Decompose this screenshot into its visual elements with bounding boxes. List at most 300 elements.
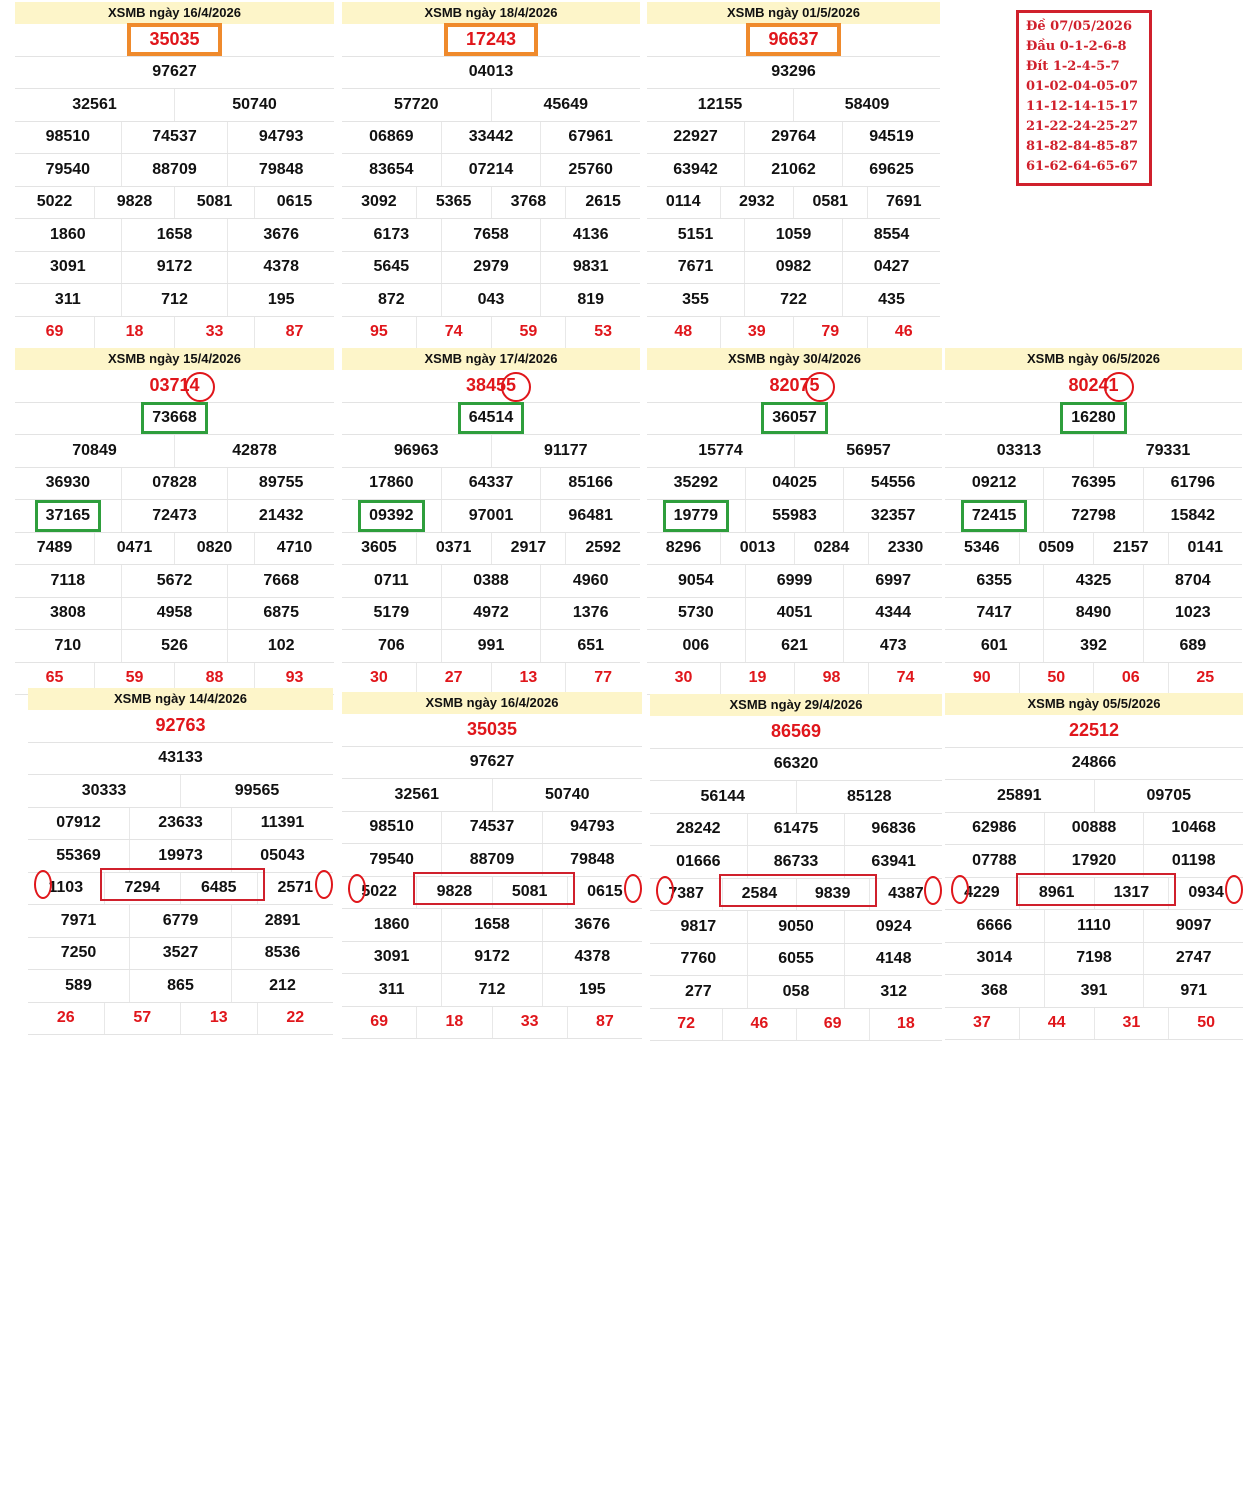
prize-number: 79540 bbox=[369, 850, 414, 868]
prize-number: 1860 bbox=[50, 225, 86, 243]
prize-number: 64337 bbox=[468, 474, 514, 492]
prize-row-g1 bbox=[342, 747, 642, 780]
prize-number: 69 bbox=[45, 323, 64, 341]
prize-g3a-2 bbox=[543, 812, 642, 844]
prize-number: 8490 bbox=[1075, 604, 1112, 622]
prize-number: 69625 bbox=[869, 160, 914, 178]
prize-g5a-0 bbox=[28, 905, 130, 937]
highlight-circle bbox=[624, 874, 642, 904]
prize-number: 3676 bbox=[574, 915, 611, 933]
prize-number: 93 bbox=[285, 669, 304, 687]
prize-number: 6875 bbox=[263, 604, 299, 622]
prize-number: 9050 bbox=[778, 917, 814, 935]
prize-number: 006 bbox=[682, 636, 710, 654]
prize-number: 3527 bbox=[162, 944, 199, 962]
prize-g6-2 bbox=[541, 630, 640, 662]
prize-number: 53 bbox=[594, 323, 613, 341]
prize-number: 0427 bbox=[873, 258, 910, 276]
highlight-box bbox=[719, 874, 876, 908]
prize-row-g6 bbox=[342, 974, 642, 1007]
prize-number: 26 bbox=[56, 1009, 75, 1027]
prize-g5a-1 bbox=[745, 219, 843, 251]
prize-g7-1 bbox=[1020, 663, 1095, 695]
prize-g7-0 bbox=[15, 317, 95, 349]
prize-row-g2 bbox=[342, 435, 640, 468]
prize-g7-0 bbox=[647, 663, 721, 695]
prize-g2-0 bbox=[342, 435, 492, 467]
prize-g5b-1 bbox=[1045, 943, 1145, 975]
prize-g5b-0 bbox=[647, 252, 745, 284]
highlight-circle bbox=[315, 870, 333, 900]
prize-g6-1 bbox=[746, 630, 845, 662]
prize-number: 79848 bbox=[570, 850, 615, 868]
prize-g5b-0 bbox=[15, 598, 122, 630]
prize-number: 82075 bbox=[769, 375, 820, 396]
prize-g3b-2 bbox=[541, 154, 640, 186]
note-line: Đề 07/05/2026 bbox=[1026, 19, 1133, 34]
prize-number: 74 bbox=[444, 323, 463, 341]
prize-g1 bbox=[342, 403, 640, 435]
prize-g6-2 bbox=[1144, 630, 1242, 662]
table-title: XSMB ngày 18/4/2026 bbox=[342, 2, 640, 24]
prize-number: 16280 bbox=[1060, 402, 1127, 434]
prize-number: 88709 bbox=[152, 160, 197, 178]
prize-g6-1 bbox=[442, 974, 542, 1006]
prize-number: 19779 bbox=[663, 500, 730, 532]
result-table bbox=[15, 2, 334, 349]
prize-g4-2 bbox=[492, 533, 567, 565]
prize-number: 5730 bbox=[678, 604, 714, 622]
prize-number: 6779 bbox=[162, 911, 199, 929]
prize-g4-3 bbox=[869, 533, 942, 565]
prize-number: 0934 bbox=[1188, 884, 1224, 902]
table-title: XSMB ngày 14/4/2026 bbox=[28, 688, 333, 710]
prize-g5b-1 bbox=[746, 598, 845, 630]
prize-number: 56144 bbox=[700, 787, 745, 805]
prize-number: 97627 bbox=[469, 753, 515, 771]
prize-number: 98510 bbox=[45, 128, 91, 146]
prize-g3a-1 bbox=[122, 122, 229, 154]
highlight-circle bbox=[34, 870, 52, 900]
prize-number: 19973 bbox=[158, 846, 203, 864]
prize-number: 09392 bbox=[358, 500, 425, 532]
prize-number: 23633 bbox=[158, 814, 203, 832]
prize-row-g2 bbox=[342, 89, 640, 122]
prize-g6-2 bbox=[845, 976, 942, 1008]
prize-special bbox=[647, 370, 942, 402]
prize-number: 277 bbox=[684, 982, 712, 1000]
prize-number: 312 bbox=[880, 982, 908, 1000]
prize-g3a-2 bbox=[232, 808, 333, 840]
prize-number: 00888 bbox=[1071, 819, 1117, 837]
prize-number: 13 bbox=[519, 669, 538, 687]
prize-number: 0711 bbox=[373, 571, 409, 589]
prize-g2-0 bbox=[15, 435, 175, 467]
prize-number: 58409 bbox=[844, 95, 890, 113]
prize-row-g2 bbox=[945, 780, 1243, 813]
prize-number: 88709 bbox=[469, 850, 515, 868]
prize-number: 43133 bbox=[158, 749, 203, 767]
prize-g1 bbox=[650, 749, 942, 781]
prize-number: 7671 bbox=[677, 258, 714, 276]
prize-number: 17243 bbox=[444, 23, 538, 56]
prize-number: 195 bbox=[578, 980, 606, 998]
prize-g4-0 bbox=[342, 187, 417, 219]
prize-row-special bbox=[650, 716, 942, 749]
prize-g7-1 bbox=[723, 1009, 796, 1041]
prize-row-g3b bbox=[342, 500, 640, 533]
prize-number: 4960 bbox=[572, 571, 609, 589]
prize-row-g5b bbox=[342, 598, 640, 631]
prize-g5b-0 bbox=[647, 598, 746, 630]
prize-g5a-2 bbox=[1144, 565, 1242, 597]
prize-g6-1 bbox=[442, 630, 542, 662]
prize-number: 36057 bbox=[761, 402, 828, 434]
prize-number: 5346 bbox=[963, 539, 1000, 557]
prize-g5a-2 bbox=[232, 905, 333, 937]
prize-g7-2 bbox=[492, 317, 567, 349]
prize-g3a-1 bbox=[130, 808, 232, 840]
prize-number: 1023 bbox=[1175, 604, 1211, 622]
prize-row-g5b bbox=[647, 252, 940, 285]
highlight-circle bbox=[924, 876, 942, 906]
prize-number: 9831 bbox=[572, 258, 609, 276]
prize-number: 3091 bbox=[373, 948, 410, 966]
prize-g3a-1 bbox=[1044, 468, 1143, 500]
table-title: XSMB ngày 16/4/2026 bbox=[342, 692, 642, 714]
prize-g3b-1 bbox=[122, 500, 229, 532]
prize-number: 50740 bbox=[545, 785, 590, 803]
prize-number: 25760 bbox=[568, 160, 613, 178]
prize-number: 706 bbox=[377, 636, 405, 654]
prize-number: 72 bbox=[677, 1015, 696, 1033]
prize-row-g7 bbox=[342, 1007, 642, 1040]
prize-number: 95 bbox=[369, 323, 388, 341]
prize-number: 98 bbox=[822, 669, 841, 687]
prize-number: 94793 bbox=[570, 818, 615, 836]
prize-g5a-2 bbox=[843, 219, 940, 251]
prize-number: 07912 bbox=[56, 814, 101, 832]
prize-g1 bbox=[15, 403, 334, 435]
prize-number: 4229 bbox=[964, 884, 1000, 902]
prize-number: 9817 bbox=[680, 917, 717, 935]
prize-row-special bbox=[945, 715, 1243, 748]
prize-number: 94519 bbox=[869, 128, 914, 146]
prize-number: 368 bbox=[980, 981, 1008, 999]
prize-number: 473 bbox=[879, 636, 907, 654]
prize-g5b-1 bbox=[745, 252, 843, 284]
prize-number: 5081 bbox=[511, 883, 548, 901]
prize-g4-3 bbox=[566, 187, 640, 219]
prize-number: 72798 bbox=[1071, 506, 1116, 524]
prize-row-g5b bbox=[945, 943, 1243, 976]
prize-number: 5081 bbox=[196, 193, 233, 211]
prize-number: 30 bbox=[369, 669, 388, 687]
prize-number: 7691 bbox=[885, 193, 922, 211]
prize-number: 4378 bbox=[263, 258, 299, 276]
prize-special bbox=[650, 716, 942, 748]
prize-g5a-1 bbox=[122, 565, 229, 597]
prize-row-g1 bbox=[15, 57, 334, 90]
prize-row-special bbox=[342, 714, 642, 747]
prize-row-g3b bbox=[647, 154, 940, 187]
prize-number: 8296 bbox=[665, 539, 702, 557]
prize-g7-3 bbox=[568, 1007, 642, 1039]
prize-row-g6 bbox=[647, 630, 942, 663]
prize-number: 01198 bbox=[1171, 851, 1216, 869]
prize-row-special bbox=[342, 370, 640, 403]
prize-g6-2 bbox=[228, 284, 334, 316]
prize-special bbox=[342, 714, 642, 746]
prize-number: 96481 bbox=[568, 506, 613, 524]
prize-number: 90 bbox=[972, 669, 991, 687]
prize-number: 35035 bbox=[127, 23, 221, 56]
prize-number: 2979 bbox=[473, 258, 509, 276]
prize-number: 30333 bbox=[81, 781, 127, 799]
prize-number: 98510 bbox=[369, 818, 414, 836]
prize-number: 1860 bbox=[373, 915, 410, 933]
prize-number: 9097 bbox=[1175, 916, 1212, 934]
prize-g4-0 bbox=[945, 533, 1020, 565]
prize-g7-2 bbox=[795, 663, 869, 695]
prize-g3b-1 bbox=[442, 154, 542, 186]
prize-g3b-2 bbox=[541, 500, 640, 532]
prize-g5b-1 bbox=[748, 944, 846, 976]
prize-special bbox=[342, 24, 640, 56]
prize-number: 33 bbox=[520, 1013, 539, 1031]
prize-row-g3a bbox=[342, 812, 642, 845]
prize-number: 74537 bbox=[469, 818, 515, 836]
prize-number: 0820 bbox=[196, 539, 233, 557]
prize-number: 0141 bbox=[1187, 539, 1224, 557]
prize-special bbox=[15, 370, 334, 402]
prize-number: 44 bbox=[1047, 1014, 1066, 1032]
prize-row-g6 bbox=[945, 630, 1242, 663]
prize-number: 4378 bbox=[574, 948, 611, 966]
prize-number: 31 bbox=[1122, 1014, 1141, 1032]
prize-number: 09705 bbox=[1146, 786, 1191, 804]
prize-g5b-1 bbox=[442, 942, 542, 974]
prize-number: 872 bbox=[377, 290, 405, 308]
prize-row-g1 bbox=[945, 748, 1243, 781]
prize-number: 04013 bbox=[468, 63, 514, 81]
table-title: XSMB ngày 01/5/2026 bbox=[647, 2, 940, 24]
prize-number: 4710 bbox=[276, 539, 313, 557]
prize-g1 bbox=[945, 403, 1242, 435]
prize-g5b-2 bbox=[1144, 598, 1242, 630]
prize-number: 80241 bbox=[1068, 375, 1119, 396]
prize-g5a-0 bbox=[647, 565, 746, 597]
prize-g5b-0 bbox=[650, 944, 748, 976]
prize-number: 74537 bbox=[152, 128, 197, 146]
prize-number: 5645 bbox=[373, 258, 410, 276]
prize-number: 07828 bbox=[152, 474, 197, 492]
prize-number: 9172 bbox=[474, 948, 510, 966]
note-line: Đít 1-2-4-5-7 bbox=[1026, 59, 1120, 74]
prize-g5a-2 bbox=[228, 565, 334, 597]
prize-g2-0 bbox=[28, 775, 181, 807]
result-table bbox=[342, 2, 640, 349]
prize-number: 42878 bbox=[232, 441, 277, 459]
prize-row-special bbox=[15, 24, 334, 57]
prize-special bbox=[342, 370, 640, 402]
prize-g5a-0 bbox=[342, 909, 442, 941]
highlight-circle bbox=[805, 372, 835, 402]
prize-row-g4 bbox=[342, 533, 640, 566]
prize-g4-3 bbox=[255, 533, 334, 565]
prize-g2-0 bbox=[15, 89, 175, 121]
prize-number: 0581 bbox=[812, 193, 849, 211]
prize-number: 526 bbox=[161, 636, 188, 654]
prize-g6-2 bbox=[543, 974, 642, 1006]
prize-number: 7118 bbox=[50, 571, 86, 589]
prize-row-g3a bbox=[650, 814, 942, 847]
prize-number: 5365 bbox=[435, 193, 472, 211]
prize-g4-0 bbox=[647, 533, 721, 565]
prize-g3b-0 bbox=[945, 500, 1044, 532]
prize-number: 0388 bbox=[473, 571, 509, 589]
prize-number: 45649 bbox=[543, 95, 588, 113]
highlight-circle bbox=[1225, 875, 1243, 905]
prize-g3a-0 bbox=[945, 813, 1045, 845]
prize-number: 15774 bbox=[698, 441, 743, 459]
prize-g3a-1 bbox=[746, 468, 845, 500]
prize-row-g5a bbox=[647, 565, 942, 598]
prize-g7-1 bbox=[1020, 1008, 1095, 1040]
prize-g4-3 bbox=[1169, 533, 1243, 565]
prize-number: 83654 bbox=[369, 160, 414, 178]
prize-number: 621 bbox=[781, 636, 808, 654]
prize-number: 54556 bbox=[870, 474, 916, 492]
prize-g1 bbox=[342, 57, 640, 89]
prize-number: 11391 bbox=[260, 814, 305, 832]
prize-number: 59 bbox=[519, 323, 538, 341]
prize-number: 7294 bbox=[124, 879, 161, 897]
prize-g7-2 bbox=[1094, 663, 1169, 695]
prize-g5b-0 bbox=[945, 598, 1044, 630]
prize-number: 03313 bbox=[996, 441, 1042, 459]
note-line: 81-82-84-85-87 bbox=[1026, 139, 1139, 154]
prize-row-g2 bbox=[15, 89, 334, 122]
note-line: 01-02-04-05-07 bbox=[1026, 79, 1139, 94]
prize-g5b-2 bbox=[1144, 943, 1243, 975]
prize-row-g4 bbox=[945, 533, 1242, 566]
prize-g5b-1 bbox=[130, 938, 232, 970]
prize-g3a-0 bbox=[15, 122, 122, 154]
prize-number: 9839 bbox=[814, 885, 851, 903]
prize-g7-2 bbox=[1095, 1008, 1170, 1040]
prize-number: 74 bbox=[896, 669, 915, 687]
prize-number: 1376 bbox=[572, 604, 609, 622]
prize-g2-1 bbox=[492, 435, 641, 467]
prize-number: 10468 bbox=[1171, 819, 1216, 837]
prize-number: 7250 bbox=[60, 944, 97, 962]
prize-g3a-2 bbox=[845, 814, 942, 846]
prize-g3b-1 bbox=[442, 500, 542, 532]
prize-g5b-2 bbox=[228, 598, 334, 630]
prize-g7-1 bbox=[721, 317, 795, 349]
prize-number: 1110 bbox=[1077, 916, 1111, 934]
prize-number: 50 bbox=[1047, 669, 1066, 687]
prize-number: 37 bbox=[972, 1014, 991, 1032]
prize-g3a-2 bbox=[844, 468, 942, 500]
highlight-circle bbox=[501, 372, 531, 402]
prize-row-g1 bbox=[647, 57, 940, 90]
prize-g5b-2 bbox=[541, 598, 640, 630]
prize-row-g5b bbox=[945, 598, 1242, 631]
prize-number: 3768 bbox=[510, 193, 547, 211]
prize-g2-1 bbox=[795, 435, 942, 467]
prize-row-g6 bbox=[15, 284, 334, 317]
prize-number: 22927 bbox=[673, 128, 718, 146]
prize-number: 67961 bbox=[568, 128, 613, 146]
prize-g1 bbox=[342, 747, 642, 779]
prize-g2-1 bbox=[175, 89, 334, 121]
prize-number: 03714 bbox=[149, 375, 200, 396]
prize-g6-2 bbox=[232, 970, 333, 1002]
prize-row-special bbox=[945, 370, 1242, 403]
prize-g6-0 bbox=[945, 630, 1044, 662]
prize-g3b-1 bbox=[746, 500, 845, 532]
table-title: XSMB ngày 06/5/2026 bbox=[945, 348, 1242, 370]
prize-g5a-1 bbox=[130, 905, 232, 937]
prize-row-g4 bbox=[647, 187, 940, 220]
prize-g4-2 bbox=[1094, 533, 1169, 565]
prize-row-g4 bbox=[342, 187, 640, 220]
prize-g4-3 bbox=[255, 187, 334, 219]
prize-row-g5b bbox=[647, 598, 942, 631]
prize-number: 712 bbox=[478, 980, 506, 998]
prize-row-g2 bbox=[647, 435, 942, 468]
prize-row-g4 bbox=[15, 187, 334, 220]
prize-number: 12155 bbox=[697, 95, 743, 113]
prize-g7-2 bbox=[181, 1003, 258, 1035]
prize-g5a-0 bbox=[945, 565, 1044, 597]
prize-number: 89755 bbox=[258, 474, 304, 492]
prize-row-special bbox=[647, 24, 940, 57]
prize-number: 04025 bbox=[772, 474, 817, 492]
prize-g3a-2 bbox=[541, 468, 640, 500]
prize-g5a-0 bbox=[15, 565, 122, 597]
prize-row-g6 bbox=[650, 976, 942, 1009]
prize-number: 5022 bbox=[36, 193, 73, 211]
prize-g7-3 bbox=[566, 663, 640, 695]
prize-number: 36930 bbox=[45, 474, 91, 492]
prize-g6-2 bbox=[228, 630, 334, 662]
prize-g5a-1 bbox=[1044, 565, 1143, 597]
prize-row-g1 bbox=[342, 403, 640, 436]
prize-number: 7387 bbox=[668, 885, 704, 903]
prize-g5b-2 bbox=[844, 598, 942, 630]
note-line: 11-12-14-15-17 bbox=[1026, 99, 1139, 114]
prize-g6-1 bbox=[122, 284, 229, 316]
prize-g4-2 bbox=[175, 187, 255, 219]
prize-g5a-0 bbox=[15, 219, 122, 251]
prize-g3a-1 bbox=[122, 468, 229, 500]
prize-g5a-2 bbox=[1144, 910, 1243, 942]
prize-row-g3a bbox=[647, 122, 940, 155]
prize-number: 2584 bbox=[741, 885, 778, 903]
prize-number: 99565 bbox=[234, 781, 280, 799]
prize-row-g5a bbox=[342, 219, 640, 252]
result-table bbox=[945, 348, 1242, 695]
prize-number: 2592 bbox=[585, 539, 621, 557]
table-title: XSMB ngày 29/4/2026 bbox=[650, 694, 942, 716]
prize-g2-1 bbox=[1095, 780, 1244, 812]
prize-number: 0982 bbox=[775, 258, 812, 276]
prize-g1 bbox=[647, 57, 940, 89]
prize-number: 5672 bbox=[156, 571, 193, 589]
